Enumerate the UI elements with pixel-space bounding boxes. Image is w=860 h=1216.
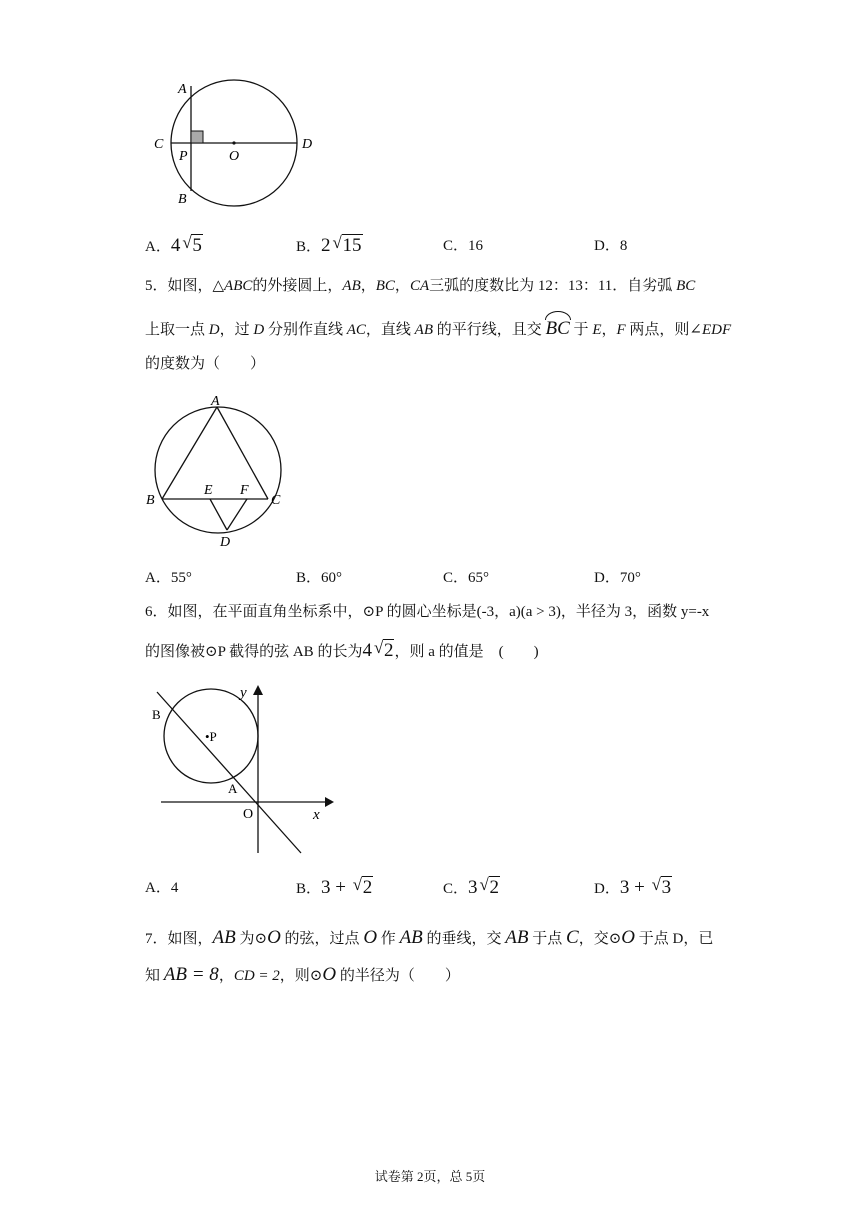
label-B: B [178,192,187,207]
label-D: D [302,137,313,152]
figure-q4-circle [150,76,325,212]
label-A: A [211,394,220,409]
sqrt: √ 2 [373,638,394,661]
q6-option-a[interactable]: A．4 [145,880,179,896]
label-B: B [152,707,161,722]
q4-option-a[interactable]: A．4 √ 5 [145,233,202,256]
label-F: F [240,483,249,498]
label-B: B [146,493,155,508]
label-D: D [220,535,231,550]
label-C: C [271,493,281,508]
sqrt: √ 15 [332,233,362,256]
arc-bc: BC [546,314,570,340]
q6-option-d[interactable]: D．3 + √ 3 [594,875,672,898]
q4-option-c[interactable]: C．16 [443,238,484,254]
q5-option-a[interactable]: A．55° [145,570,192,586]
q5-line-3: 的度数为（ ） [145,356,266,372]
q6-option-c[interactable]: C．3 √ 2 [443,875,500,898]
sqrt: √ 2 [479,875,500,898]
q4-option-d[interactable]: D．8 [594,238,628,254]
figure-q6-coordinate-plane [145,683,335,855]
q7-line-2: 知 AB = 8，CD = 2，则⊙O 的半径为（ ） [145,964,460,985]
q5-line-1: 5．如图，△ABC的外接圆上，AB，BC，CA三弧的度数比为 12：13：11．自劣弧 BC [145,278,696,294]
label-A: A [228,781,238,796]
label-C: C [154,137,164,152]
q7-line-1: 7．如图，AB 为⊙O 的弦，过点 O 作 AB 的垂线，交 AB 于点 C，交⊙O 于点 D，已 [145,927,714,948]
label-y: y [240,685,247,701]
label-E: E [204,483,213,498]
sqrt: √ 2 [352,875,373,898]
label-O: O [229,149,240,164]
label-P: •P [205,729,217,744]
q5-line-2: 上取一点 D，过 D 分别作直线 AC，直线 AB 的平行线，且交 BC 于 E，F 两点，则∠EDF [145,314,731,341]
q6-line-2: 的图像被⊙P 截得的弦 AB 的长为4 √ 2，则 a 的值是 ( ) [145,638,539,661]
label-P: P [179,149,188,164]
label-A: A [178,82,187,97]
figure-q5-circle [140,392,300,552]
sqrt: √ 3 [651,875,672,898]
label-O: O [243,807,254,822]
sqrt: √ 5 [182,233,202,256]
q5-option-b[interactable]: B．60° [296,570,343,586]
q6-option-b[interactable]: B．3 + √ 2 [296,875,373,898]
q5-option-d[interactable]: D．70° [594,570,641,586]
q6-line-1: 6．如图，在平面直角坐标系中，⊙P 的圆心坐标是(-3，a)(a > 3)，半径为 3，函数 y=-x [145,604,710,620]
label-x: x [313,807,320,823]
q5-option-c[interactable]: C．65° [443,570,490,586]
q4-option-b[interactable]: B．2 √ 15 [296,233,362,256]
page-footer: 试卷第 2页，总 5页 [374,1169,486,1184]
